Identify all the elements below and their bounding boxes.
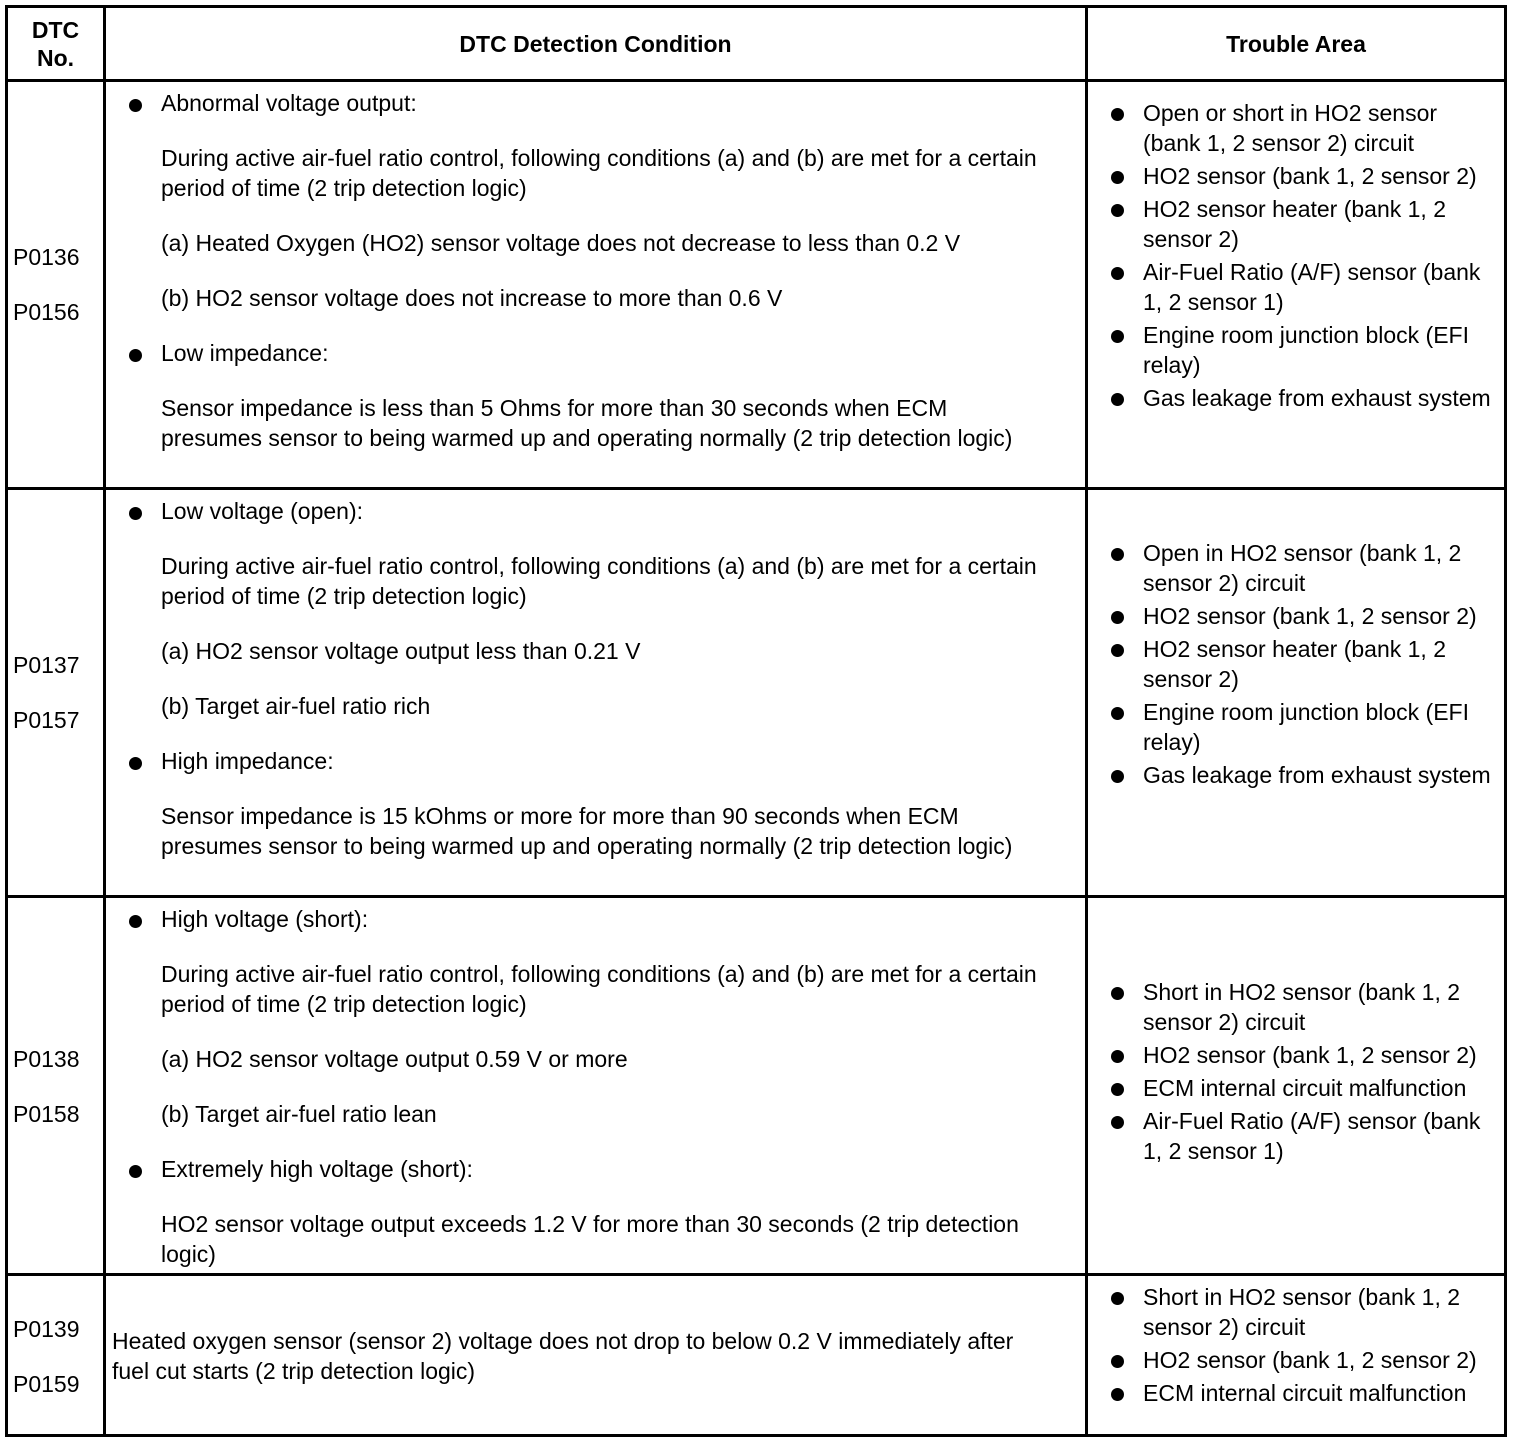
trouble-item: HO2 sensor heater (bank 1, 2 sensor 2) [1088, 634, 1504, 694]
dtc-cell [8, 490, 103, 895]
bullet-icon [129, 507, 142, 520]
dtc-code: P0139 [13, 1316, 80, 1342]
trouble-area-cell [1085, 490, 1504, 895]
trouble-item: HO2 sensor heater (bank 1, 2 sensor 2) [1088, 194, 1504, 254]
condition-paragraph: (a) HO2 sensor voltage output less than 0.21 V [161, 638, 641, 664]
condition-paragraph: During active air-fuel ratio control, following conditions (a) and (b) are met for a certain period of time (2 trip detection logic) [161, 961, 1037, 1017]
dtc-code: P0157 [13, 707, 80, 733]
condition-bullet: High impedance: [161, 748, 334, 774]
trouble-item: Engine room junction block (EFI relay) [1088, 320, 1504, 380]
bullet-icon [1111, 1083, 1124, 1096]
bullet-icon [1111, 330, 1124, 343]
header-trouble-area: Trouble Area [1085, 8, 1504, 79]
bullet-icon [1111, 987, 1124, 1000]
bullet-icon [129, 757, 142, 770]
condition-paragraph: Heated oxygen sensor (sensor 2) voltage does not drop to below 0.2 V immediately after fuel cut starts (2 trip detection logic) [112, 1328, 1014, 1384]
trouble-item: Engine room junction block (EFI relay) [1088, 697, 1504, 757]
table-row [8, 79, 1504, 487]
bullet-icon [1111, 770, 1124, 783]
bullet-icon [1111, 267, 1124, 280]
condition-paragraph: (b) Target air-fuel ratio rich [161, 693, 431, 719]
bullet-icon [1111, 1355, 1124, 1368]
bullet-icon [1111, 108, 1124, 121]
table-row [8, 487, 1504, 895]
dtc-cell [8, 82, 103, 487]
dtc-code: P0156 [13, 299, 80, 325]
condition-paragraph: HO2 sensor voltage output exceeds 1.2 V for more than 30 seconds (2 trip detection logic) [161, 1211, 1019, 1267]
header-row [8, 8, 1504, 79]
dtc-code: P0159 [13, 1371, 80, 1397]
trouble-item: Open or short in HO2 sensor (bank 1, 2 sensor 2) circuit [1088, 98, 1504, 158]
condition-paragraph: (b) HO2 sensor voltage does not increase to more than 0.6 V [161, 285, 783, 311]
table-row [8, 1273, 1504, 1434]
trouble-item: Short in HO2 sensor (bank 1, 2 sensor 2) circuit [1088, 977, 1504, 1037]
bullet-icon [1111, 644, 1124, 657]
trouble-item: HO2 sensor (bank 1, 2 sensor 2) [1088, 601, 1504, 631]
bullet-icon [1111, 204, 1124, 217]
condition-cell [103, 898, 1085, 1273]
condition-bullet: Abnormal voltage output: [161, 90, 417, 116]
dtc-cell [8, 898, 103, 1273]
bullet-icon [1111, 1050, 1124, 1063]
condition-paragraph: (a) HO2 sensor voltage output 0.59 V or more [161, 1046, 628, 1072]
bullet-icon [129, 99, 142, 112]
condition-paragraph: (b) Target air-fuel ratio lean [161, 1101, 437, 1127]
trouble-item: HO2 sensor (bank 1, 2 sensor 2) [1088, 1345, 1504, 1375]
condition-cell [103, 490, 1085, 895]
trouble-item: Air-Fuel Ratio (A/F) sensor (bank 1, 2 sensor 1) [1088, 1106, 1504, 1166]
condition-bullet: High voltage (short): [161, 906, 369, 932]
condition-paragraph: Sensor impedance is less than 5 Ohms for more than 30 seconds when ECM presumes sensor to being warmed up and operating normally (2 trip detection logic) [161, 395, 1013, 451]
trouble-item: ECM internal circuit malfunction [1088, 1378, 1504, 1408]
dtc-code: P0158 [13, 1101, 80, 1127]
header-condition: DTC Detection Condition [103, 8, 1085, 79]
trouble-item: HO2 sensor (bank 1, 2 sensor 2) [1088, 161, 1504, 191]
trouble-area-cell [1085, 1276, 1504, 1434]
dtc-cell [8, 1276, 103, 1434]
bullet-icon [1111, 1388, 1124, 1401]
condition-bullet: Low voltage (open): [161, 498, 364, 524]
trouble-item: Short in HO2 sensor (bank 1, 2 sensor 2) circuit [1088, 1282, 1504, 1342]
bullet-icon [1111, 548, 1124, 561]
condition-cell [103, 1276, 1085, 1434]
dtc-code: P0137 [13, 652, 80, 678]
bullet-icon [1111, 393, 1124, 406]
trouble-item: HO2 sensor (bank 1, 2 sensor 2) [1088, 1040, 1504, 1070]
condition-paragraph: During active air-fuel ratio control, following conditions (a) and (b) are met for a certain period of time (2 trip detection logic) [161, 145, 1037, 201]
trouble-item: Gas leakage from exhaust system [1088, 383, 1504, 413]
trouble-item: Air-Fuel Ratio (A/F) sensor (bank 1, 2 sensor 1) [1088, 257, 1504, 317]
dtc-code: P0138 [13, 1046, 80, 1072]
condition-bullet: Extremely high voltage (short): [161, 1156, 473, 1182]
condition-paragraph: During active air-fuel ratio control, following conditions (a) and (b) are met for a certain period of time (2 trip detection logic) [161, 553, 1037, 609]
bullet-icon [1111, 171, 1124, 184]
table-row [8, 895, 1504, 1273]
condition-paragraph: Sensor impedance is 15 kOhms or more for more than 90 seconds when ECM presumes sensor to being warmed up and operating normally (2 trip detection logic) [161, 803, 1013, 859]
bullet-icon [1111, 611, 1124, 624]
bullet-icon [1111, 1116, 1124, 1129]
condition-paragraph: (a) Heated Oxygen (HO2) sensor voltage does not decrease to less than 0.2 V [161, 230, 961, 256]
trouble-area-cell [1085, 898, 1504, 1273]
dtc-table [5, 5, 1507, 1437]
bullet-icon [1111, 707, 1124, 720]
condition-bullet: Low impedance: [161, 340, 329, 366]
trouble-item: Open in HO2 sensor (bank 1, 2 sensor 2) circuit [1088, 538, 1504, 598]
bullet-icon [1111, 1292, 1124, 1305]
trouble-area-cell [1085, 82, 1504, 487]
dtc-code: P0136 [13, 244, 80, 270]
trouble-item: ECM internal circuit malfunction [1088, 1073, 1504, 1103]
trouble-item: Gas leakage from exhaust system [1088, 760, 1504, 790]
condition-cell [103, 82, 1085, 487]
bullet-icon [129, 1165, 142, 1178]
bullet-icon [129, 915, 142, 928]
header-dtc-no: DTC No. [31, 16, 80, 71]
bullet-icon [129, 349, 142, 362]
